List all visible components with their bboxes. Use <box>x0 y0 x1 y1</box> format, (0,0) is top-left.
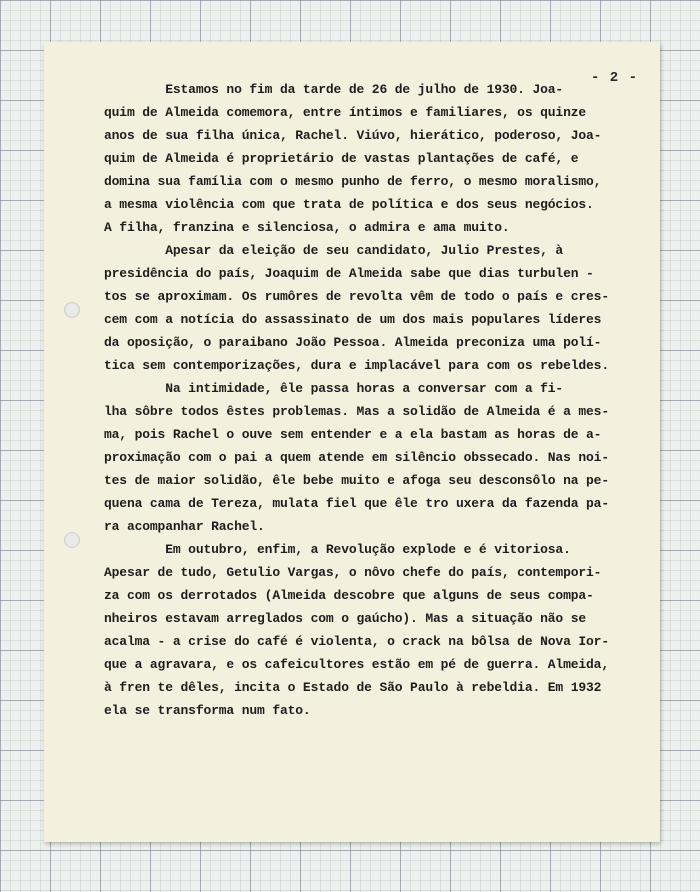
text-line: anos de sua filha única, Rachel. Viúvo, hierático, poderoso, Joa- <box>104 128 602 143</box>
text-line: proximação com o pai a quem atende em silêncio obssecado. Nas noi- <box>104 450 609 465</box>
text-line: quena cama de Tereza, mulata fiel que êle tro uxera da fazenda pa- <box>104 496 609 511</box>
text-line: presidência do país, Joaquim de Almeida sabe que dias turbulen - <box>104 266 594 281</box>
text-line: da oposição, o paraibano João Pessoa. Almeida preconiza uma polí- <box>104 335 602 350</box>
body-text <box>104 78 624 722</box>
text-line: que a agravara, e os cafeicultores estão em pé de guerra. Almeida, <box>104 657 609 672</box>
text-line: Apesar da eleição de seu candidato, Julio Prestes, à <box>104 243 564 258</box>
text-line: ela se transforma num fato. <box>104 703 311 718</box>
text-line: quim de Almeida comemora, entre íntimos e familiares, os quinze <box>104 105 587 120</box>
page-number: - 2 - <box>590 70 638 86</box>
text-line: cem com a notícia do assassinato de um dos mais populares líderes <box>104 312 602 327</box>
punch-hole <box>64 532 80 548</box>
text-line: a mesma violência com que trata de política e dos seus negócios. <box>104 197 594 212</box>
text-line: Em outubro, enfim, a Revolução explode e é vitoriosa. <box>104 542 571 557</box>
text-line: ma, pois Rachel o ouve sem entender e a ela bastam as horas de a- <box>104 427 602 442</box>
text-line: tes de maior solidão, êle bebe muito e afoga seu desconsôlo na pe- <box>104 473 609 488</box>
text-line: Na intimidade, êle passa horas a conversar com a fi- <box>104 381 564 396</box>
text-line: domina sua família com o mesmo punho de ferro, o mesmo moralismo, <box>104 174 602 189</box>
text-line: à fren te dêles, incita o Estado de São Paulo à rebeldia. Em 1932 <box>104 680 602 695</box>
text-line: nheiros estavam arreglados com o gaúcho). Mas a situação não se <box>104 611 587 626</box>
text-line: A filha, franzina e silenciosa, o admira e ama muito. <box>104 220 510 235</box>
text-line: za com os derrotados (Almeida descobre que alguns de seus compa- <box>104 588 594 603</box>
text-line: Estamos no fim da tarde de 26 de julho de 1930. Joa- <box>104 82 564 97</box>
text-line: tos se aproximam. Os rumôres de revolta vêm de todo o país e cres- <box>104 289 609 304</box>
text-line: tica sem contemporizações, dura e implacável para com os rebeldes. <box>104 358 609 373</box>
text-line: quim de Almeida é proprietário de vastas plantações de café, e <box>104 151 579 166</box>
text-line: ra acompanhar Rachel. <box>104 519 265 534</box>
text-line: Apesar de tudo, Getulio Vargas, o nôvo chefe do país, contempori- <box>104 565 602 580</box>
text-line: acalma - a crise do café é violenta, o crack na bôlsa de Nova Ior- <box>104 634 609 649</box>
text-line: lha sôbre todos êstes problemas. Mas a solidão de Almeida é a mes- <box>104 404 609 419</box>
punch-hole <box>64 302 80 318</box>
